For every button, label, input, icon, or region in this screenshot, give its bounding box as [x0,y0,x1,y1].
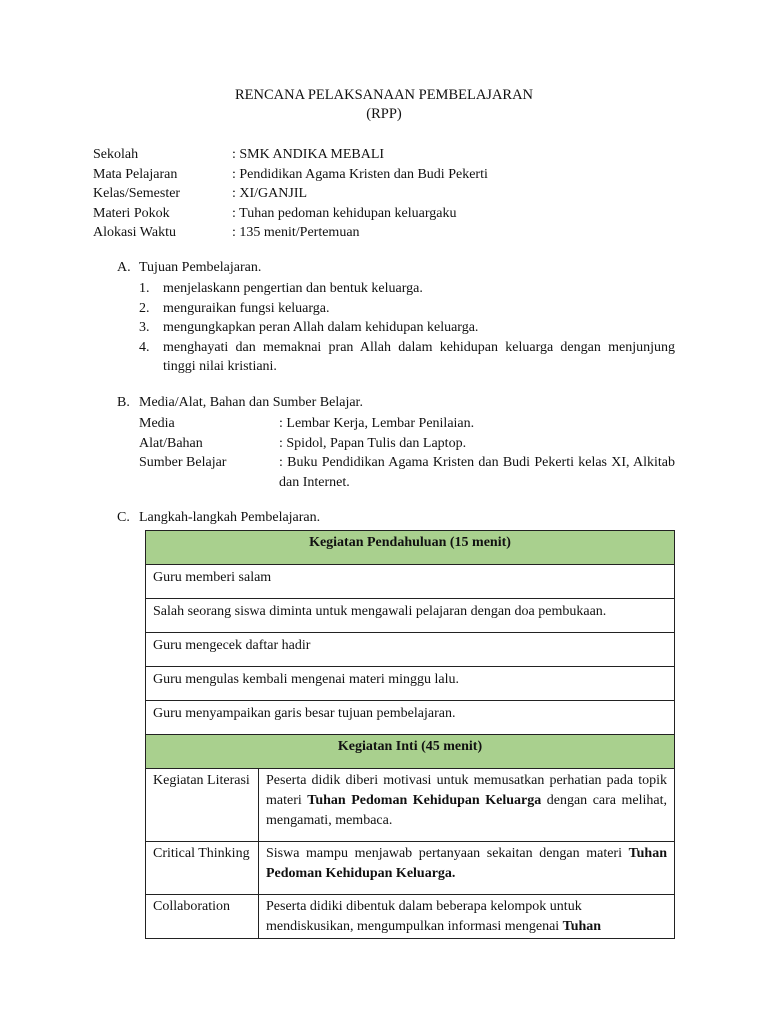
description-emphasis: Tuhan Pedoman Kehidupan Keluarga. [266,846,667,881]
table-cell: Salah seorang siswa diminta untuk mengawali pelajaran dengan doa pembukaan. [146,599,675,633]
learning-objectives-list [139,279,675,377]
info-row-kelas-semester [93,184,488,204]
list-number: 3. [139,320,150,335]
info-row-materi-pokok [93,204,488,224]
activity-cell: Kegiatan Literasi [146,769,259,842]
list-item [139,318,675,338]
list-number: 1. [139,281,150,296]
info-value: : 135 menit/Pertemuan [232,225,360,240]
learning-steps-table [145,530,675,939]
list-text: mengungkapkan peran Allah dalam kehidupan keluarga. [163,320,479,335]
table-cell: Guru mengecek daftar hadir [146,633,675,667]
info-row-alokasi-waktu [93,223,488,243]
list-item [139,299,675,319]
section-letter: C. [117,510,130,525]
table-row [146,667,675,701]
pendahuluan-header: Kegiatan Pendahuluan (15 menit) [146,531,675,565]
table-row [146,565,675,599]
section-title: Langkah-langkah Pembelajaran. [139,510,321,525]
info-label: Mata Pelajaran [93,166,178,182]
description-cell [259,842,675,895]
table-cell: Guru menyampaikan garis besar tujuan pembelajaran. [146,701,675,735]
media-row [139,434,675,454]
media-value: : Buku Pendidikan Agama Kristen dan Budi Pekerti kelas XI, Alkitab dan Internet. [279,455,675,490]
table-row [146,701,675,735]
section-title: Tujuan Pembelajaran. [139,260,262,275]
table-row [146,599,675,633]
table-cell: Guru mengulas kembali mengenai materi minggu lalu. [146,667,675,701]
list-item [139,279,675,299]
media-label: Sumber Belajar [139,455,227,470]
description-emphasis: Tuhan [562,919,602,934]
media-label: Alat/Bahan [139,435,203,451]
description-cell [259,769,675,842]
section-title: Media/Alat, Bahan dan Sumber Belajar. [139,395,363,410]
media-label: Media [139,416,175,431]
description-text: Peserta didik diberi motivasi untuk memusatkan perhatian pada topik materi [266,773,667,808]
list-text: menguraikan fungsi keluarga. [163,300,330,316]
activity-cell: Critical Thinking [146,842,259,895]
section-letter: B. [117,395,130,410]
description-text: dengan cara melihat, mengamati, membaca. [266,793,668,828]
media-value: : Spidol, Papan Tulis dan Laptop. [279,435,467,451]
document-title: RENCANA PELAKSANAAN PEMBELAJARAN [234,87,534,103]
info-label: Sekolah [93,147,139,162]
info-value: : Pendidikan Agama Kristen dan Budi Pekerti [232,166,488,182]
table-row [146,735,675,769]
list-item [139,338,675,377]
table-row [146,842,675,895]
info-value: : SMK ANDIKA MEBALI [232,147,385,162]
media-row [139,414,675,434]
list-number: 2. [139,300,150,316]
media-list [139,414,675,492]
section-letter: A. [117,260,131,275]
identity-block [93,145,488,243]
document-subtitle: (RPP) [366,106,402,122]
table-row [146,895,675,939]
inti-header: Kegiatan Inti (45 menit) [146,735,675,769]
list-text: menghayati dan memaknai pran Allah dalam kehidupan keluarga dengan menjunjung tinggi nilai kristiani. [163,339,675,374]
list-number: 4. [139,339,150,355]
table-row [146,769,675,842]
description-text: Peserta didiki dibentuk dalam beberapa kelompok untuk mendiskusikan, mengumpulkan informasi mengenai [266,899,582,934]
description-cell [259,895,675,939]
list-text: menjelaskann pengertian dan bentuk keluarga. [163,281,423,296]
description-text: Siswa mampu menjawab pertanyaan sekaitan dengan materi [266,846,629,861]
info-row-sekolah [93,145,488,165]
media-value: : Lembar Kerja, Lembar Penilaian. [279,416,475,431]
info-label: Materi Pokok [93,205,170,221]
info-label: Alokasi Waktu [93,225,176,240]
info-value: : XI/GANJIL [232,186,308,201]
section-c-heading [117,510,320,526]
section-a-heading [117,260,261,276]
description-emphasis: Tuhan Pedoman Kehidupan Keluarga [307,793,542,808]
activity-cell: Collaboration [146,895,259,939]
media-row [139,453,675,492]
section-b-heading [117,395,363,411]
info-row-mata-pelajaran [93,165,488,185]
table-cell: Guru memberi salam [146,565,675,599]
table-row [146,531,675,565]
info-label: Kelas/Semester [93,186,181,201]
table-row [146,633,675,667]
info-value: : Tuhan pedoman kehidupan keluargaku [232,205,457,221]
